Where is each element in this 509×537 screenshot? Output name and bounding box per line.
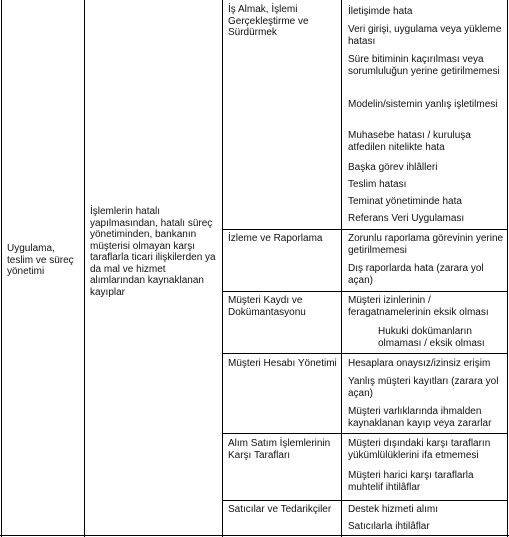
table-border-bottom bbox=[0, 535, 509, 536]
event-item: Müşteri izinlerinin / feragatnamelerinin eksik olması bbox=[348, 295, 489, 318]
subcategory-cell: Satıcılar ve Tedarikçiler bbox=[228, 504, 332, 515]
column-divider-3 bbox=[341, 0, 342, 537]
event-item: Modelin/sistemin yanlış işletilmesi bbox=[348, 99, 498, 110]
column-divider-1 bbox=[84, 0, 85, 537]
event-item: Hukuki dokümanların olmaması / eksik olması bbox=[378, 326, 485, 349]
event-item: Teminat yönetiminde hata bbox=[348, 196, 462, 207]
event-item: Destek hizmeti alımı bbox=[348, 504, 439, 515]
event-item: Dış raporlarda hata (zarara yol açan) bbox=[348, 263, 484, 286]
group-divider-3 bbox=[222, 353, 508, 354]
event-item: Başka görev ihlâlleri bbox=[348, 162, 438, 173]
event-item: Referans Veri Uygulaması bbox=[348, 213, 465, 224]
event-item: Müşteri dışındaki karşı tarafların yükümlülüklerini ifa etmemesi bbox=[348, 438, 491, 461]
group-divider-1 bbox=[222, 229, 508, 230]
event-item: Satıcılarla ihtilâflar bbox=[348, 521, 430, 532]
event-item: Veri girişi, uygulama veya yükleme hatası bbox=[348, 24, 502, 47]
subcategory-cell: Müşteri Hesabı Yönetimi bbox=[228, 358, 337, 369]
group-divider-4 bbox=[222, 433, 508, 434]
event-item: Muhasebe hatası / kuruluşa atfedilen nitelikte hata bbox=[348, 130, 471, 153]
subcategory-cell: İş Almak, İşlemi Gerçekleştirme ve Sürdürmek bbox=[228, 4, 309, 38]
event-item: Hesaplara onaysız/izinsiz erişim bbox=[348, 358, 491, 369]
event-item: Müşteri varlıklarında ihmalden kaynaklanan kayıp veya zararlar bbox=[348, 406, 492, 429]
event-item: İletişimde hata bbox=[348, 6, 413, 17]
subcategory-cell: İzleme ve Raporlama bbox=[228, 233, 323, 244]
event-item: Müşteri harici karşı taraflarla muhtelif ihtilâflar bbox=[348, 470, 474, 493]
definition-cell: İşlemlerin hatalı yapılmasından, hatalı süreç yönetiminden, bankanın müşterisi olmayan karşı taraflarla ticari ilişkilerden ya da mal ve hizmet alımlarından kaynaklanan kayıplar bbox=[90, 206, 216, 298]
event-item: Teslim hatası bbox=[348, 179, 407, 190]
event-item: Zorunlu raporlama görevinin yerine getirilmemesi bbox=[348, 233, 504, 256]
group-divider-5 bbox=[222, 500, 508, 501]
subcategory-cell: Alım Satım İşlemlerinin Karşı Tarafları bbox=[228, 438, 331, 461]
group-divider-2 bbox=[222, 291, 508, 292]
subcategory-cell: Müşteri Kaydı ve Dokümantasyonu bbox=[228, 295, 306, 318]
table-border-right bbox=[507, 0, 508, 537]
category-cell: Uygulama, teslim ve süreç yönetimi bbox=[7, 243, 74, 277]
event-item: Süre bitiminin kaçırılması veya sorumluluğun yerine getirilmemesi bbox=[348, 54, 500, 77]
table-border-left bbox=[1, 0, 2, 537]
event-item: Yanlış müşteri kayıtları (zarara yol açan) bbox=[348, 376, 499, 399]
column-divider-2 bbox=[222, 0, 223, 537]
